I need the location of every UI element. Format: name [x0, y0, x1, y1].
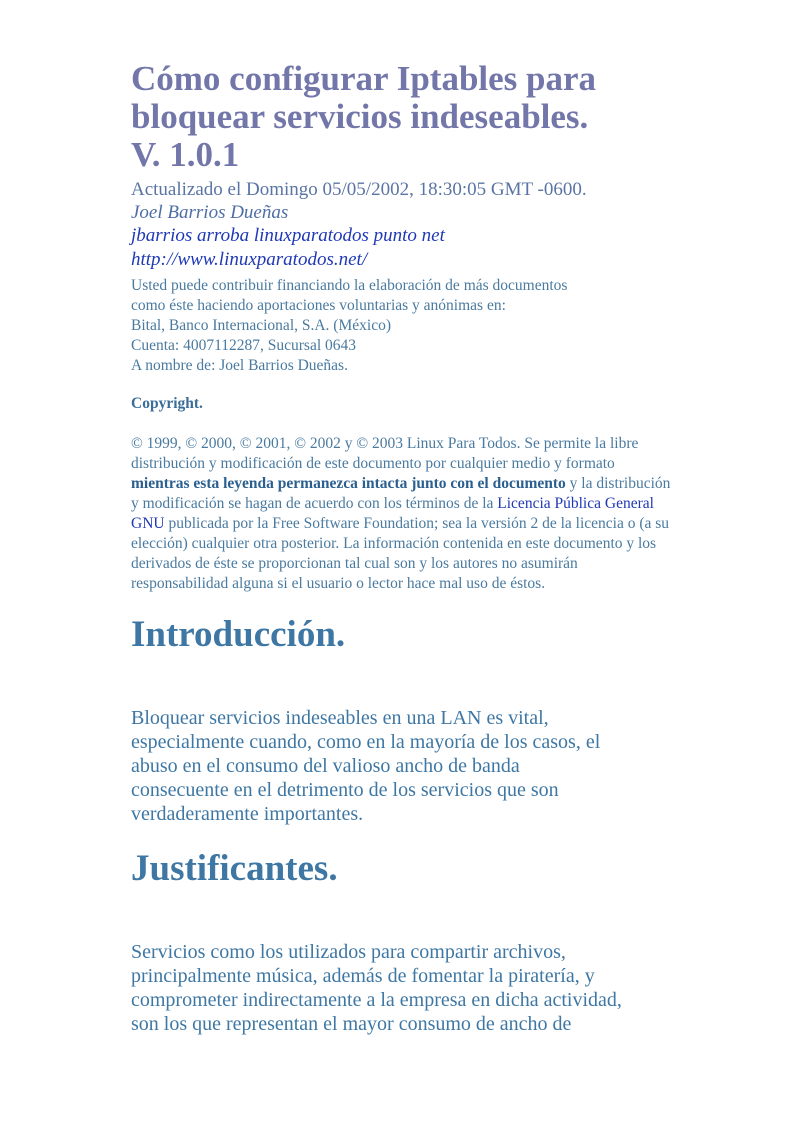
website-link[interactable]: http://www.linuxparatodos.net/: [131, 249, 368, 270]
justificantes-paragraph: [131, 940, 671, 1036]
license-paragraph: [131, 434, 671, 594]
donation-info: [131, 276, 671, 376]
license-text-2: y la distribución y modificación se hagan de acuerdo con los términos de la: [131, 475, 671, 512]
author-email: jbarrios arroba linuxparatodos punto net: [131, 225, 445, 246]
paragraph-line: Servicios como los utilizados para compartir archivos,: [131, 941, 566, 963]
copyright-heading: Copyright.: [131, 395, 203, 412]
donation-line: Bital, Banco Internacional, S.A. (México): [131, 317, 391, 334]
license-text-3: publicada por la Free Software Foundation; sea la versión 2 de la licencia o (a su elección) cualquier otra posterior. La información contenida en este documento y los derivados de éste se proporcionan tal cual son y los autores no asumirán responsabilidad alguna si el usuario o lector hace mal uso de éstos.: [131, 515, 670, 592]
paragraph-line: consecuente en el detrimento de los servicios que son: [131, 779, 559, 801]
license-text-1: © 1999, © 2000, © 2001, © 2002 y © 2003 Linux Para Todos. Se permite la libre distribución y modificación de este documento por cualquier medio y formato: [131, 435, 639, 472]
paragraph-line: especialmente cuando, como en la mayoría de los casos, el: [131, 731, 601, 753]
updated-date: Actualizado el Domingo 05/05/2002, 18:30:05 GMT -0600.: [131, 179, 587, 200]
donation-line: Cuenta: 4007112287, Sucursal 0643: [131, 337, 357, 354]
paragraph-line: principalmente música, además de fomentar la piratería, y: [131, 965, 595, 987]
paragraph-line: comprometer indirectamente a la empresa en dicha actividad,: [131, 989, 622, 1011]
gnu-license-link[interactable]: Licencia Pública General GNU: [131, 495, 654, 532]
paragraph-line: son los que representan el mayor consumo de ancho de: [131, 1013, 572, 1035]
title-version: V. 1.0.1: [131, 135, 240, 174]
paragraph-line: abuso en el consumo del valioso ancho de banda: [131, 755, 520, 777]
section-heading-introduccion: Introducción.: [131, 614, 346, 655]
intro-paragraph: [131, 706, 671, 826]
author-name: Joel Barrios Dueñas: [131, 202, 289, 223]
paragraph-line: verdaderamente importantes.: [131, 803, 364, 825]
license-bold-notice: mientras esta leyenda permanezca intacta junto con el documento: [131, 475, 566, 492]
section-heading-justificantes: Justificantes.: [131, 848, 338, 889]
title-line-1: Cómo configurar Iptables para: [131, 59, 597, 98]
donation-line: A nombre de: Joel Barrios Dueñas.: [131, 357, 348, 374]
donation-line: Usted puede contribuir financiando la elaboración de más documentos: [131, 277, 568, 294]
document-title: [131, 60, 671, 174]
document-page: [131, 60, 671, 1036]
title-line-2: bloquear servicios indeseables.: [131, 97, 589, 136]
donation-line: como éste haciendo aportaciones voluntarias y anónimas en:: [131, 297, 506, 314]
paragraph-line: Bloquear servicios indeseables en una LAN es vital,: [131, 707, 549, 729]
